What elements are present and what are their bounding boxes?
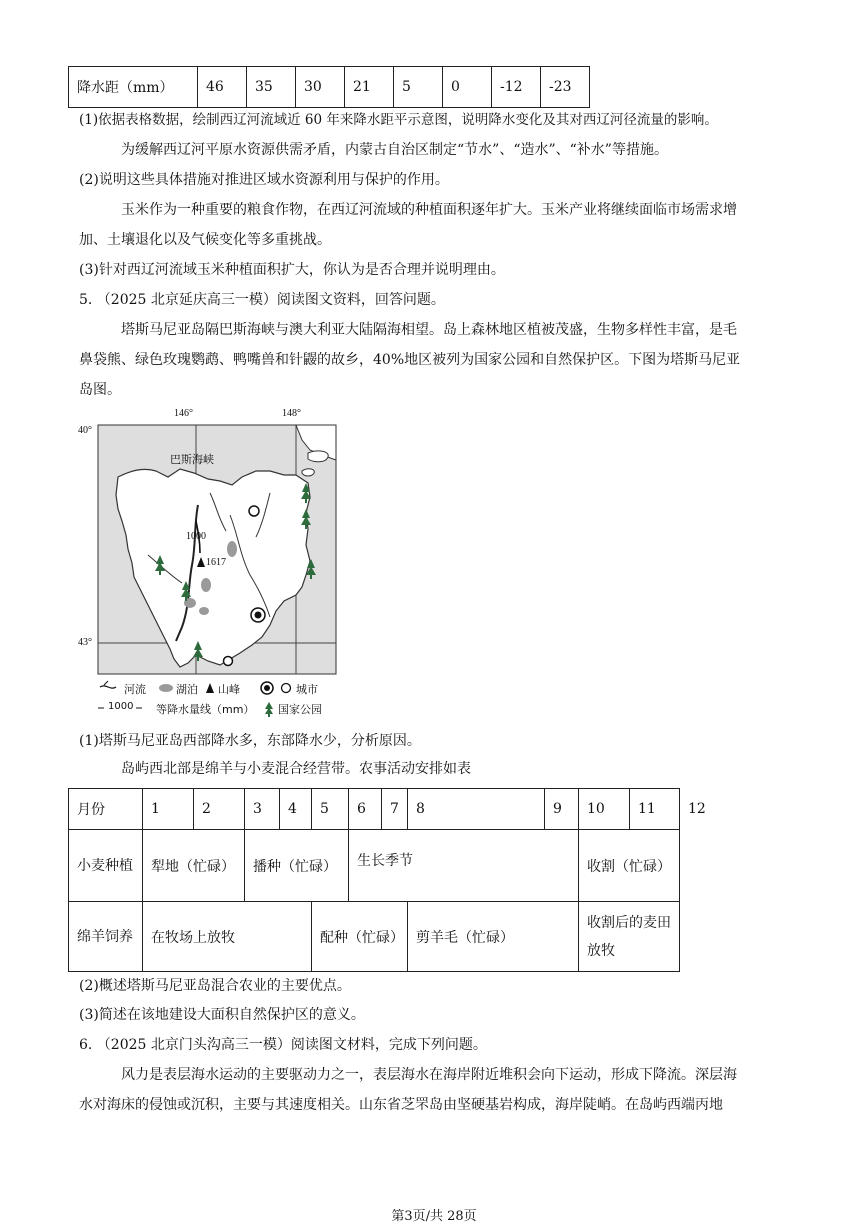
passage-text: 岛图。 — [79, 382, 121, 398]
sheep-activity: 剪羊毛（忙碌） — [408, 902, 579, 972]
legend-park-icon — [265, 702, 273, 717]
legend-lake-label: 湖泊 — [176, 683, 198, 696]
legend-peak-label: 山峰 — [218, 683, 240, 696]
question-4-3: (3)针对西辽河流域玉米种植面积扩大，你认为是否合理并说明理由。 — [79, 262, 505, 278]
passage-text: 岛屿西北部是绵羊与小麦混合经营带。农事活动安排如表 — [121, 761, 471, 777]
island-flinders — [308, 451, 328, 462]
legend-lake-icon — [159, 684, 173, 692]
month-cell: 1 — [143, 789, 194, 830]
city-launceston — [249, 506, 259, 516]
lake — [227, 541, 237, 557]
precip-anomaly-table — [68, 66, 590, 108]
month-cell: 4 — [280, 789, 312, 830]
passage-text: 塔斯马尼亚岛隔巴斯海峡与澳大利亚大陆隔海相望。岛上森林地区植被茂盛，生物多样性丰富，是毛 — [121, 322, 737, 338]
question-6-header: 6. （2025 北京门头沟高三一模）阅读图文材料，完成下列问题。 — [79, 1037, 487, 1053]
table-row-label: 绵羊饲养 — [69, 902, 143, 972]
legend-river-branch — [104, 681, 108, 685]
legend-city-label: 城市 — [296, 683, 318, 696]
month-cell: 3 — [245, 789, 280, 830]
island-small — [302, 469, 314, 476]
question-5-1: (1)塔斯马尼亚岛西部降水多，东部降水少，分析原因。 — [79, 733, 421, 749]
sheep-activity: 收割后的麦田放牧 — [579, 902, 680, 972]
sheep-activity: 在牧场上放牧 — [143, 902, 312, 972]
wheat-activity: 收割（忙碌） — [579, 830, 680, 902]
month-cell: 7 — [382, 789, 408, 830]
table-cell: 35 — [247, 67, 296, 108]
passage-text: 风力是表层海水运动的主要驱动力之一，表层海水在海岸附近堆积会向下运动，形成下降流。深层海 — [121, 1067, 737, 1083]
peak-elevation-label: 1617 — [206, 557, 226, 568]
legend-isohyet-sample: 1000 — [108, 701, 134, 712]
city-hobart-dot — [255, 612, 262, 619]
tasmania-map — [70, 405, 350, 725]
legend-isohyet-label: 等降水量线（mm） — [156, 703, 255, 716]
city-small — [224, 657, 233, 666]
page-footer: 第3页/共 28页 — [391, 1209, 477, 1224]
passage-text: 鼻袋熊、绿色玫瑰鹦鹉、鸭嘴兽和针鼹的故乡，40%地区被列为国家公园和自然保护区。下图为塔斯马尼亚 — [79, 352, 741, 368]
table-cell: 21 — [345, 67, 394, 108]
table-row-label: 降水距（mm） — [69, 67, 198, 108]
month-cell: 11 — [630, 789, 680, 830]
passage-text: 水对海床的侵蚀或沉积，主要与其速度相关。山东省芝罘岛由坚硬基岩构成，海岸陡峭。在岛屿西端丙地 — [79, 1097, 723, 1113]
legend-city-large-dot — [264, 685, 270, 691]
longitude-label: 146° — [174, 408, 193, 419]
longitude-label: 148° — [282, 408, 301, 419]
month-cell: 5 — [312, 789, 349, 830]
lake — [199, 607, 209, 615]
question-5-3: (3)简述在该地建设大面积自然保护区的意义。 — [79, 1007, 365, 1023]
latitude-label: 43° — [78, 637, 92, 648]
month-cell: 6 — [349, 789, 382, 830]
question-4-1: (1)依据表格数据，绘制西辽河流域近 60 年来降水距平示意图，说明降水变化及其对西辽河径流量的影响。 — [79, 112, 718, 128]
passage-text: 为缓解西辽河平原水资源供需矛盾，内蒙古自治区制定“节水”、“造水”、“补水”等措施。 — [121, 142, 668, 158]
strait-label: 巴斯海峡 — [170, 453, 214, 466]
farming-schedule-table: 月份 1 2 3 4 5 6 7 8 9 10 11 12 小麦种植 犁地（忙碌） 播种（忙碌） 生长季节 收割（忙碌） 绵羊饲养 在牧场上放牧 配种（忙碌） 剪羊毛（忙碌） 收割后的麦田放牧 — [68, 788, 680, 972]
passage-text: 加、土壤退化以及气候变化等多重挑战。 — [79, 232, 331, 248]
lake — [201, 578, 211, 592]
question-5-header: 5. （2025 北京延庆高三一模）阅读图文资料，回答问题。 — [79, 292, 445, 308]
latitude-label: 40° — [78, 425, 92, 436]
table-cell: 5 — [394, 67, 443, 108]
table-header: 月份 — [69, 789, 143, 830]
table-row-label: 小麦种植 — [69, 830, 143, 902]
legend-river-label: 河流 — [124, 683, 146, 696]
wheat-activity: 犁地（忙碌） — [143, 830, 245, 902]
month-cell: 9 — [545, 789, 579, 830]
month-cell: 2 — [194, 789, 245, 830]
table-cell: 30 — [296, 67, 345, 108]
month-cell: 8 — [408, 789, 545, 830]
legend-river-icon — [100, 686, 116, 688]
table-cell: -12 — [492, 67, 541, 108]
wheat-activity: 播种（忙碌） — [245, 830, 349, 902]
legend-city-small-icon — [282, 684, 291, 693]
table-cell: 0 — [443, 67, 492, 108]
passage-text: 玉米作为一种重要的粮食作物，在西辽河流域的种植面积逐年扩大。玉米产业将继续面临市场需求增 — [121, 202, 737, 218]
month-cell: 10 — [579, 789, 630, 830]
wheat-activity: 生长季节 — [349, 830, 579, 902]
table-cell: 46 — [198, 67, 247, 108]
legend-park-label: 国家公园 — [278, 703, 322, 716]
question-5-2: (2)概述塔斯马尼亚岛混合农业的主要优点。 — [79, 978, 351, 994]
question-4-2: (2)说明这些具体措施对推进区域水资源利用与保护的作用。 — [79, 172, 449, 188]
isohyet-value-label: 1000 — [186, 531, 206, 542]
table-cell: -23 — [541, 67, 590, 108]
sheep-activity: 配种（忙碌） — [312, 902, 408, 972]
legend-peak-icon — [206, 683, 214, 693]
